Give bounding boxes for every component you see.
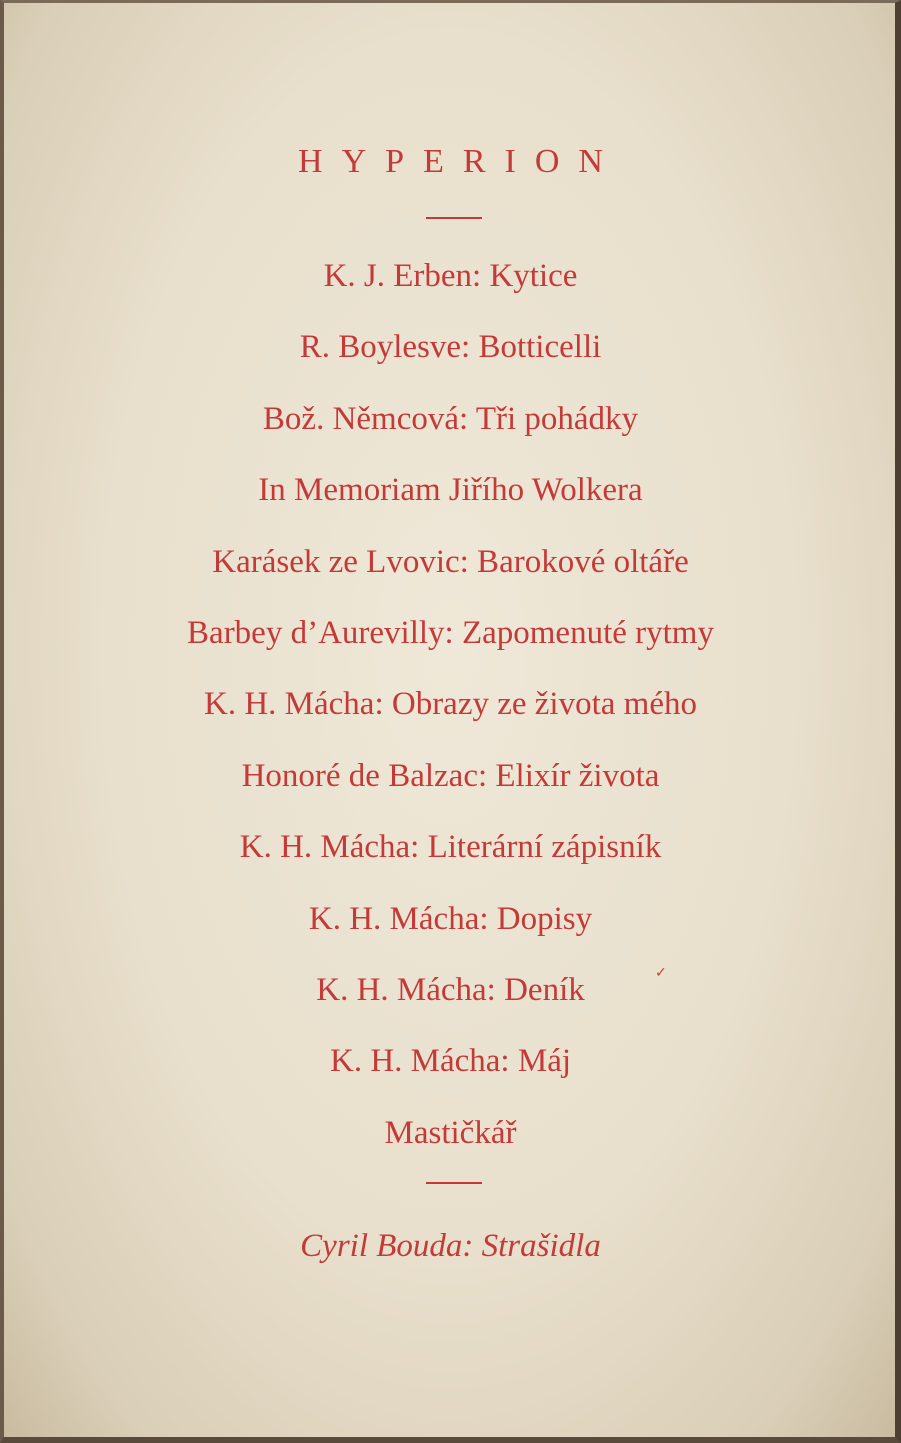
title-list-item: K. J. Erben: Kytice [323,258,578,294]
series-title: HYPERION [298,143,622,180]
top-divider [426,217,482,219]
pencil-mark-icon: ✓ [655,965,667,981]
title-list-item: Barbey d’Aurevilly: Zapomenuté rytmy [187,614,714,651]
title-list [0,252,901,1180]
title-list-item: Bož. Němcová: Tři pohádky [262,400,639,437]
title-list-item: K. H. Mácha: Dopisy [308,900,593,937]
bottom-divider [426,1182,482,1184]
title-list-item: Mastičkář [384,1114,517,1151]
title-list-item: Honoré de Balzac: Elixír života [241,757,660,794]
title-list-item: K. H. Mácha: Literární zápisník [239,829,662,866]
title-list-item: In Memoriam Jiřího Wolkera [258,472,643,509]
footer-title: Cyril Bouda: Strašidla [300,1228,601,1264]
title-list-item: R. Boylesve: Botticelli [299,329,602,366]
title-list-item: K. H. Mácha: Deník [316,971,585,1008]
title-list-item: K. H. Mácha: Máj [329,1043,572,1080]
title-list-item: K. H. Mácha: Obrazy ze života mého [204,686,697,723]
title-list-item: Karásek ze Lvovic: Barokové oltáře [212,543,689,580]
